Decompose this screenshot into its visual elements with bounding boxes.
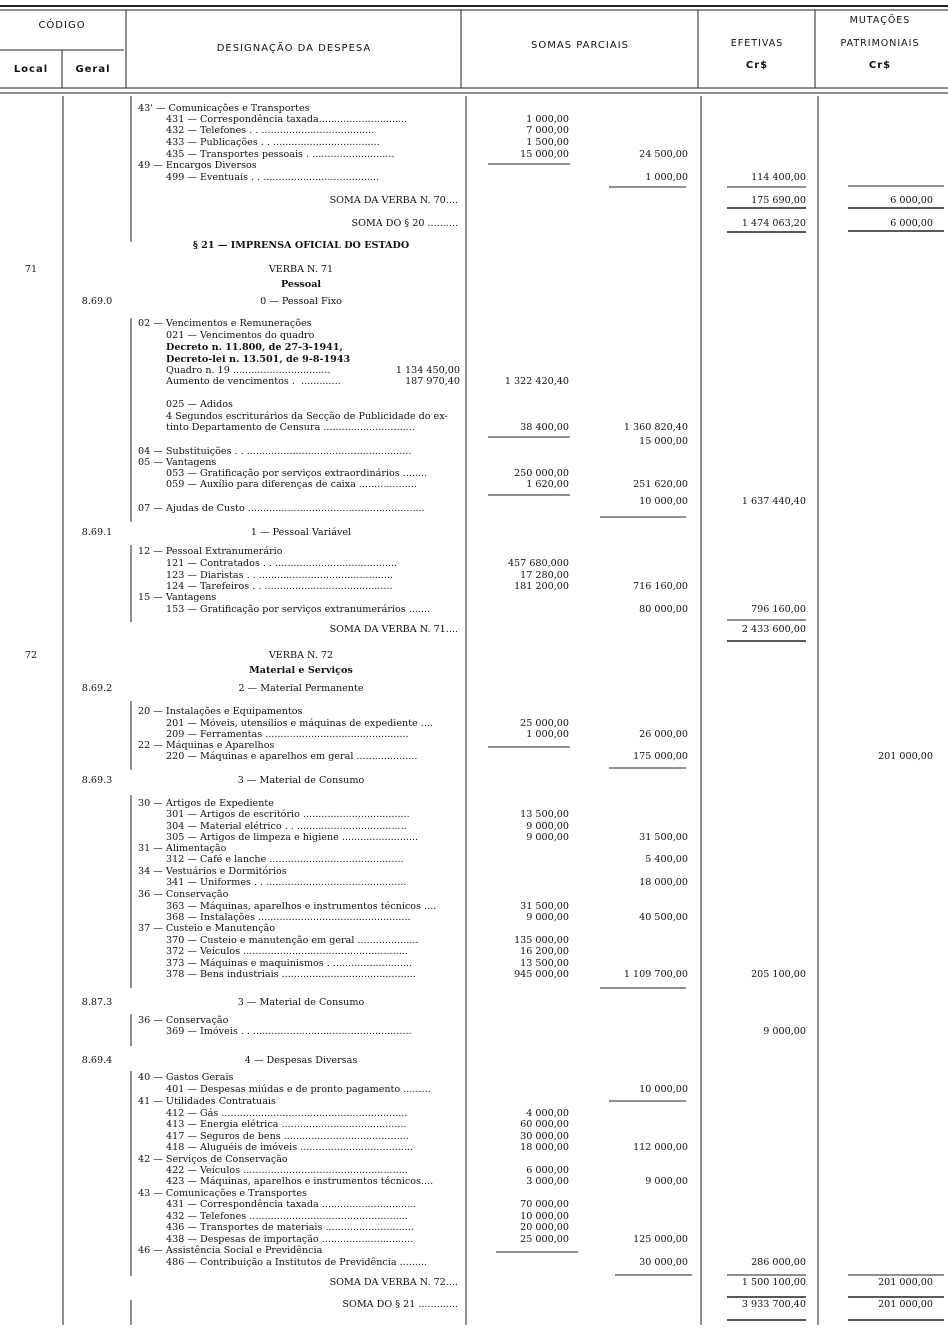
section-heading: 3 — Material de Consumo xyxy=(237,997,365,1008)
efetivas-value: 1 474 063,20 xyxy=(741,218,806,229)
quadro-amount: 1 134 450,00 xyxy=(395,365,460,376)
partial-sum-2: 5 400,00 xyxy=(645,854,688,865)
quadro-amount: 187 970,40 xyxy=(405,376,460,387)
section-heading: Pessoal xyxy=(280,279,322,290)
geral-code: 8.69.0 xyxy=(81,296,113,307)
expense-designation: 486 — Contribuição a Institutos de Previdência ......... xyxy=(166,1257,428,1268)
partial-sum-1: 9 000,00 xyxy=(526,821,569,832)
partial-sum-1: 457 680,000 xyxy=(507,558,569,569)
partial-sum-1: 250 000,00 xyxy=(514,468,569,479)
partial-sum-2: 175 000,00 xyxy=(633,751,688,762)
partial-sum-2: 10 000,00 xyxy=(639,1084,688,1095)
efetivas-value: 205 100,00 xyxy=(751,969,806,980)
partial-sum-1: 25 000,00 xyxy=(520,1234,569,1245)
expense-designation: 124 — Tarefeiros . . .......................................... xyxy=(166,581,393,592)
expense-designation: 431 — Correspondência taxada ............................... xyxy=(166,1199,417,1210)
partial-sum-1: 60 000,00 xyxy=(520,1119,569,1130)
patrimoniais-value: 201 000,00 xyxy=(878,1299,933,1310)
patrimoniais-value: 6 000,00 xyxy=(890,195,933,206)
partial-sum-1: 1 000,00 xyxy=(526,114,569,125)
expense-designation: 209 — Ferramentas ............................................... xyxy=(166,729,409,740)
expense-designation: 153 — Gratificação por serviços extranumerários ....... xyxy=(166,604,431,615)
partial-sum-1: 13 500,00 xyxy=(520,809,569,820)
sum-label: SOMA DA VERBA N. 70.... xyxy=(329,195,458,206)
partial-sum-1: 181 200,00 xyxy=(514,581,569,592)
expense-designation: 433 — Publicações . . ................................... xyxy=(166,137,380,148)
expense-designation: 123 — Diaristas . . ............................................ xyxy=(166,570,393,581)
section-heading: 2 — Material Permanente xyxy=(238,683,364,694)
efetivas-value: 2 433 600,00 xyxy=(741,624,806,635)
expense-designation: 378 — Bens industriais ............................................ xyxy=(166,969,416,980)
partial-sum-1: 31 500,00 xyxy=(520,901,569,912)
header-somas-parciais: SOMAS PARCIAIS xyxy=(531,40,629,51)
expense-designation: 20 — Instalações e Equipamentos xyxy=(138,706,303,717)
partial-sum-1: 25 000,00 xyxy=(520,718,569,729)
geral-code: 8.69.3 xyxy=(81,775,113,786)
header-codigo: CÓDIGO xyxy=(38,20,86,31)
partial-sum-1: 7 000,00 xyxy=(526,125,569,136)
partial-sum-2: 26 000,00 xyxy=(639,729,688,740)
expense-designation: Quadro n. 19 ................................ xyxy=(166,365,331,376)
expense-designation: 422 — Veículos ...................................................... xyxy=(166,1165,408,1176)
efetivas-value: 114 400,00 xyxy=(751,172,806,183)
expense-designation: 312 — Café e lanche ............................................ xyxy=(166,854,404,865)
partial-sum-1: 945 000,00 xyxy=(514,969,569,980)
expense-designation: 12 — Pessoal Extranumerário xyxy=(138,546,283,557)
partial-sum-2: 18 000,00 xyxy=(639,877,688,888)
expense-designation: 121 — Contratados . . ........................................ xyxy=(166,558,398,569)
sum-label: SOMA DA VERBA N. 71.... xyxy=(329,624,458,635)
expense-designation: 436 — Transportes de materiais ............................. xyxy=(166,1222,414,1233)
header-geral: Geral xyxy=(75,64,111,75)
expense-designation: Decreto n. 11.800, de 27-3-1941, xyxy=(166,342,343,353)
patrimoniais-value: 6 000,00 xyxy=(890,218,933,229)
expense-designation: 432 — Telefones .................................................... xyxy=(166,1211,408,1222)
partial-sum-1: 18 000,00 xyxy=(520,1142,569,1153)
geral-code: 8.69.2 xyxy=(81,683,113,694)
expense-designation: 435 — Transportes pessoais . ........................... xyxy=(166,149,395,160)
expense-designation: 431 — Correspondência taxada............................. xyxy=(166,114,408,125)
expense-designation: 30 — Artigos de Expediente xyxy=(138,798,274,809)
partial-sum-2: 40 500,00 xyxy=(639,912,688,923)
partial-sum-1: 9 000,00 xyxy=(526,832,569,843)
expense-designation: 46 — Assistência Social e Previdência xyxy=(138,1245,323,1256)
expense-designation: 4 Segundos escriturários da Secção de Publicidade do ex- xyxy=(166,411,448,422)
local-code: 71 xyxy=(24,264,38,275)
expense-designation: 304 — Material elétrico . . .................................... xyxy=(166,821,407,832)
header-mutacoes: MUTAÇÕES xyxy=(849,15,911,26)
header-efetivas: EFETIVAS xyxy=(730,38,784,49)
expense-designation: 053 — Gratificação por serviços extraordinários ........ xyxy=(166,468,428,479)
efetivas-value: 1 500 100,00 xyxy=(741,1277,806,1288)
section-heading: Material e Serviços xyxy=(249,665,353,676)
expense-designation: 301 — Artigos de escritório ................................... xyxy=(166,809,410,820)
expense-designation: 363 — Máquinas, aparelhos e instrumentos técnicos .... xyxy=(166,901,437,912)
expense-designation: 423 — Máquinas, aparelhos e instrumentos técnicos.... xyxy=(166,1176,434,1187)
expense-designation: 059 — Auxílio para diferenças de caixa ................... xyxy=(166,479,417,490)
partial-sum-1: 38 400,00 xyxy=(520,422,569,433)
local-code: 72 xyxy=(24,650,38,661)
partial-sum-2: 31 500,00 xyxy=(639,832,688,843)
partial-sum-2: 251 620,00 xyxy=(633,479,688,490)
expense-designation: 220 — Máquinas e aparelhos em geral .................... xyxy=(166,751,418,762)
expense-designation: 417 — Seguros de bens ......................................... xyxy=(166,1131,409,1142)
expense-designation: 373 — Máquinas e maquinismos . .......................... xyxy=(166,958,413,969)
expense-designation: 42 — Serviços de Conservação xyxy=(138,1154,288,1165)
sum-label: SOMA DA VERBA N. 72.... xyxy=(329,1277,458,1288)
section-heading: 4 — Despesas Diversas xyxy=(244,1055,358,1066)
expense-designation: 36 — Conservação xyxy=(138,1015,229,1026)
expense-designation: 36 — Conservação xyxy=(138,889,229,900)
partial-sum-2: 9 000,00 xyxy=(645,1176,688,1187)
expense-designation: 432 — Telefones . . ..................................... xyxy=(166,125,375,136)
partial-sum-2: 1 000,00 xyxy=(645,172,688,183)
expense-designation: 025 — Adidos xyxy=(166,399,233,410)
partial-sum-2: 112 000,00 xyxy=(633,1142,688,1153)
partial-sum-1: 10 000,00 xyxy=(520,1211,569,1222)
expense-designation: 021 — Vencimentos do quadro xyxy=(166,330,315,341)
expense-designation: 37 — Custeio e Manutenção xyxy=(138,923,275,934)
expense-designation: 372 — Veículos ...................................................... xyxy=(166,946,408,957)
expense-designation: 22 — Máquinas e Aparelhos xyxy=(138,740,275,751)
expense-designation: tinto Departamento de Censura .............................. xyxy=(166,422,415,433)
partial-sum-1: 1 000,00 xyxy=(526,729,569,740)
partial-sum-1: 3 000,00 xyxy=(526,1176,569,1187)
expense-designation: 370 — Custeio e manutenção em geral .................... xyxy=(166,935,419,946)
expense-designation: 15 — Vantagens xyxy=(138,592,217,603)
expense-designation: Decreto-lei n. 13.501, de 9-8-1943 xyxy=(166,354,351,365)
partial-sum-2: 1 109 700,00 xyxy=(623,969,688,980)
geral-code: 8.69.1 xyxy=(81,527,113,538)
partial-sum-2: 125 000,00 xyxy=(633,1234,688,1245)
expense-designation: 499 — Eventuais . . ...................................... xyxy=(166,172,380,183)
partial-sum-1: 135 000,00 xyxy=(514,935,569,946)
section-heading: 1 — Pessoal Variável xyxy=(250,527,352,538)
partial-sum-2: 1 360 820,40 xyxy=(623,422,688,433)
expense-designation: 43' — Comunicações e Transportes xyxy=(138,103,310,114)
expense-designation: 34 — Vestuários e Dormitórios xyxy=(138,866,287,877)
partial-sum-1: 17 280,00 xyxy=(520,570,569,581)
sum-label: SOMA DO § 21 ............. xyxy=(342,1299,458,1310)
expense-designation: 368 — Instalações .................................................. xyxy=(166,912,411,923)
expense-designation: 02 — Vencimentos e Remunerações xyxy=(138,318,312,329)
efetivas-value: 796 160,00 xyxy=(751,604,806,615)
efetivas-value: 9 000,00 xyxy=(763,1026,806,1037)
section-heading: VERBA N. 72 xyxy=(268,650,334,661)
partial-sum-2: 30 000,00 xyxy=(639,1257,688,1268)
partial-sum-1: 1 322 420,40 xyxy=(504,376,569,387)
section-heading: § 21 — IMPRENSA OFICIAL DO ESTADO xyxy=(192,240,410,251)
partial-sum-2: 716 160,00 xyxy=(633,581,688,592)
expense-designation: 413 — Energia elétrica ......................................... xyxy=(166,1119,407,1130)
expense-designation: 412 — Gás ............................................................. xyxy=(166,1108,408,1119)
partial-sum-1: 4 000,00 xyxy=(526,1108,569,1119)
efetivas-value: 175 690,00 xyxy=(751,195,806,206)
expense-designation: Aumento de vencimentos . ............. xyxy=(166,376,341,387)
expense-designation: 418 — Aluguéis de imóveis ..................................... xyxy=(166,1142,414,1153)
expense-designation: 305 — Artigos de limpeza e higiene ......................... xyxy=(166,832,419,843)
partial-sum-1: 15 000,00 xyxy=(520,149,569,160)
partial-sum-1: 1 620,00 xyxy=(526,479,569,490)
partial-sum-1: 6 000,00 xyxy=(526,1165,569,1176)
geral-code: 8.69.4 xyxy=(81,1055,113,1066)
partial-sum-2: 24 500,00 xyxy=(639,149,688,160)
expense-designation: 07 — Ajudas de Custo .......................................................... xyxy=(138,503,425,514)
geral-code: 8.87.3 xyxy=(81,997,113,1008)
expense-designation: 05 — Vantagens xyxy=(138,457,217,468)
expense-designation: 369 — Imóveis . . .................................................... xyxy=(166,1026,412,1037)
partial-sum-1: 70 000,00 xyxy=(520,1199,569,1210)
partial-sum-1: 16 200,00 xyxy=(520,946,569,957)
expense-designation: 31 — Alimentação xyxy=(138,843,227,854)
expense-designation: 41 — Utilidades Contratuais xyxy=(138,1096,276,1107)
section-heading: 0 — Pessoal Fixo xyxy=(260,296,342,307)
expense-designation: 49 — Encargos Diversos xyxy=(138,160,257,171)
header-patrimoniais-unit: Cr$ xyxy=(868,60,892,71)
section-heading: 3 — Material de Consumo xyxy=(237,775,365,786)
partial-sum-2: 80 000,00 xyxy=(639,604,688,615)
expense-designation: 40 — Gastos Gerais xyxy=(138,1072,234,1083)
efetivas-value: 286 000,00 xyxy=(751,1257,806,1268)
header-efetivas-unit: Cr$ xyxy=(745,60,769,71)
expense-designation: 04 — Substituições . . ...................................................... xyxy=(138,446,412,457)
expense-designation: 438 — Despesas de importação .............................. xyxy=(166,1234,414,1245)
expense-designation: 43 — Comunicações e Transportes xyxy=(138,1188,307,1199)
patrimoniais-value: 201 000,00 xyxy=(878,1277,933,1288)
partial-sum-2: 15 000,00 xyxy=(639,436,688,447)
expense-designation: 341 — Uniformes . . .............................................. xyxy=(166,877,407,888)
partial-sum-1: 20 000,00 xyxy=(520,1222,569,1233)
header-local: Local xyxy=(13,64,49,75)
expense-designation: 201 — Móveis, utensílios e máquinas de expediente .... xyxy=(166,718,433,729)
partial-sum-1: 9 000,00 xyxy=(526,912,569,923)
partial-sum-1: 30 000,00 xyxy=(520,1131,569,1142)
sum-label: SOMA DO § 20 .......... xyxy=(351,218,458,229)
partial-sum-1: 1 500,00 xyxy=(526,137,569,148)
partial-sum-2: 10 000,00 xyxy=(639,496,688,507)
header-designacao: DESIGNAÇÃO DA DESPESA xyxy=(216,43,372,54)
header-patrimoniais: PATRIMONIAIS xyxy=(840,38,920,49)
expense-designation: 401 — Despesas miúdas e de pronto pagamento ......... xyxy=(166,1084,431,1095)
patrimoniais-value: 201 000,00 xyxy=(878,751,933,762)
efetivas-value: 3 933 700,40 xyxy=(741,1299,806,1310)
section-heading: VERBA N. 71 xyxy=(268,264,334,275)
efetivas-value: 1 637 440,40 xyxy=(741,496,806,507)
partial-sum-1: 13 500,00 xyxy=(520,958,569,969)
